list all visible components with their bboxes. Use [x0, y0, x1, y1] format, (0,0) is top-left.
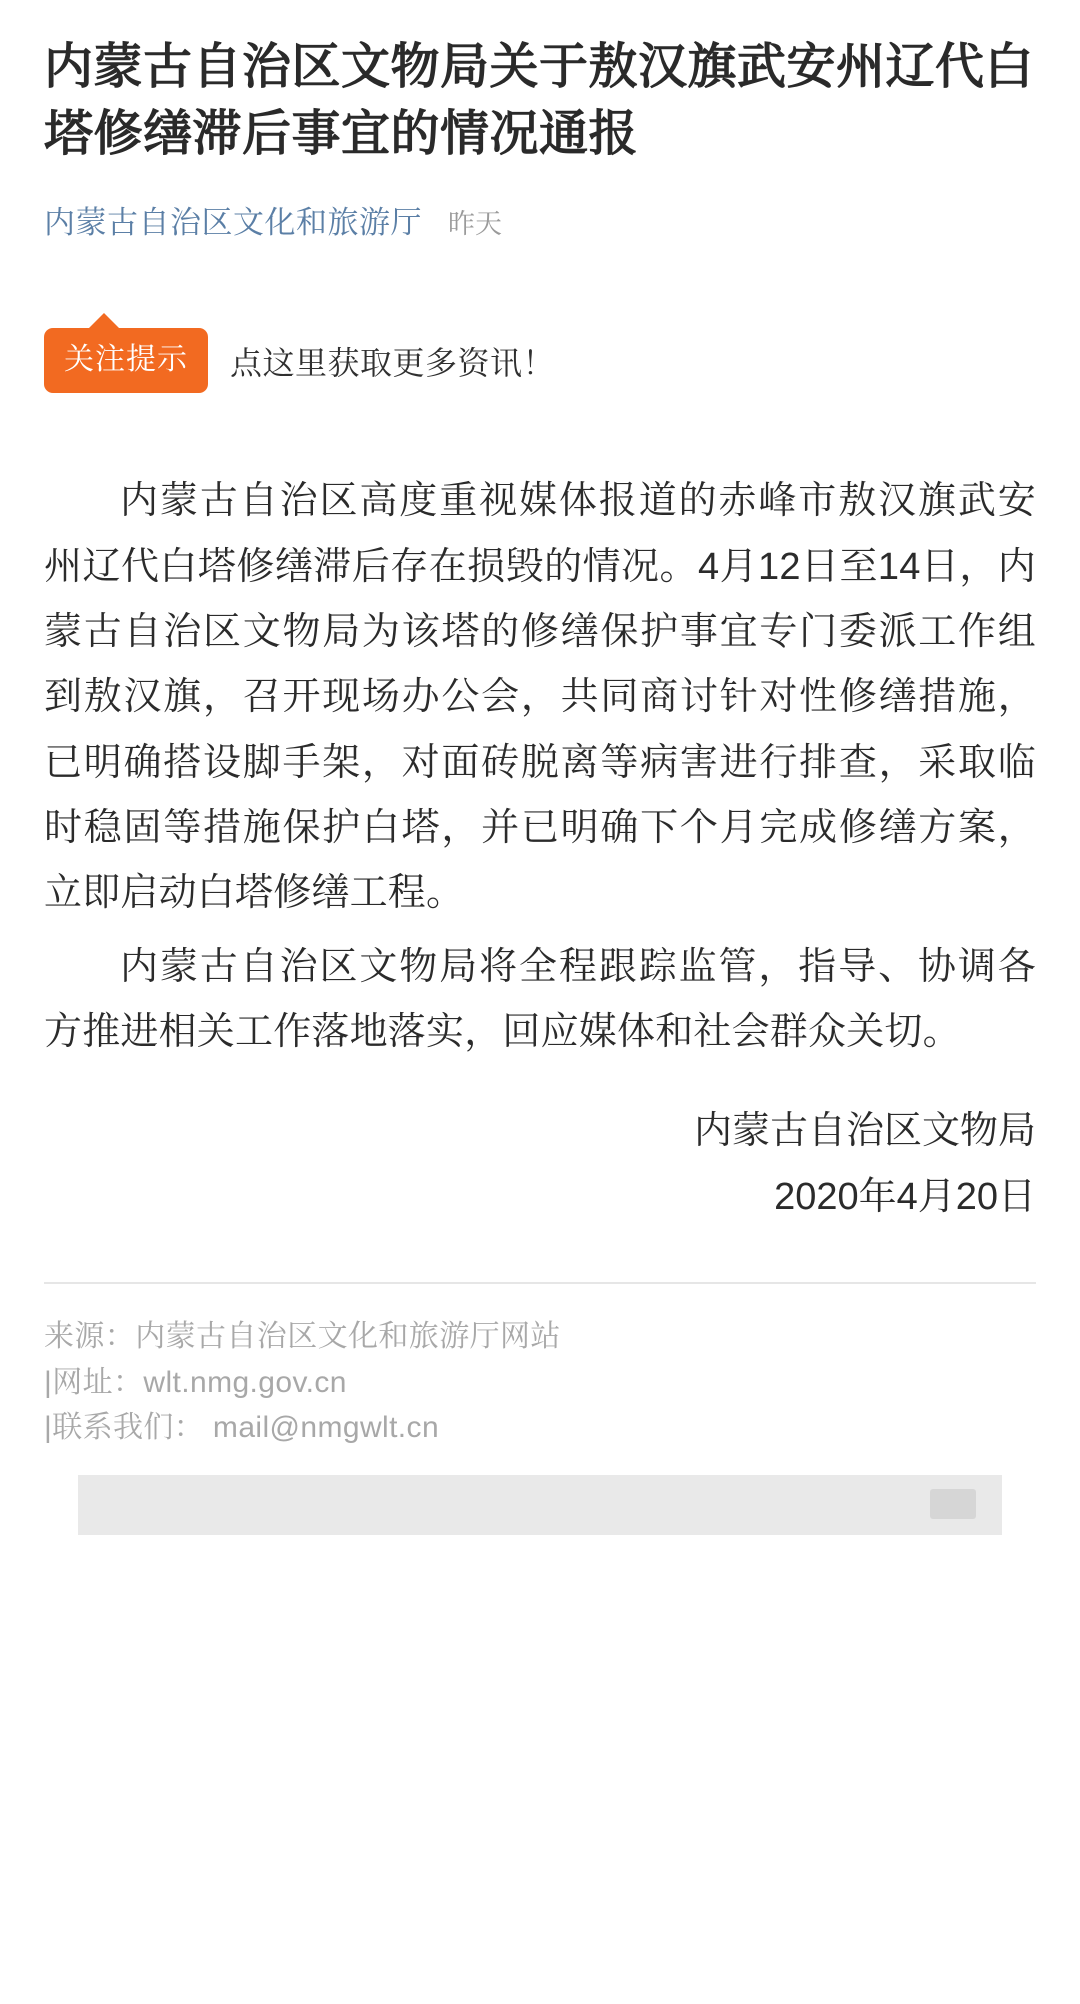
signature-block: [44, 1099, 1036, 1230]
article-body: [44, 469, 1036, 1230]
source-info: [44, 1284, 1036, 1451]
footer-card-left-strip: [44, 1475, 78, 1535]
footer-card-preview[interactable]: [44, 1475, 1036, 1535]
source-line-contact: |联系我们： mail@nmgwlt.cn: [44, 1411, 440, 1445]
follow-badge[interactable]: 关注提示: [44, 328, 208, 393]
account-name-link[interactable]: 内蒙古自治区文化和旅游厅: [44, 205, 422, 241]
body-paragraph: 内蒙古自治区高度重视媒体报道的赤峰市敖汉旗武安州辽代白塔修缮滞后存在损毁的情况。4月12日至14日，内蒙古自治区文物局为该塔的修缮保护事宜专门委派工作组到敖汉旗，召开现场办公会，共同商讨针对性修缮措施，已明确搭设脚手架，对面砖脱离等病害进行排查，采取临时稳固等措施保护白塔，并已明确下个月完成修缮方案，立即启动白塔修缮工程。: [44, 480, 1036, 915]
follow-prompt-text[interactable]: 点这里获取更多资讯！: [230, 344, 556, 381]
signature-date: 2020年4月20日: [774, 1175, 1036, 1218]
signature-organization: 内蒙古自治区文物局: [693, 1110, 1036, 1153]
footer-card-right-strip: [1002, 1475, 1036, 1535]
page-title: 内蒙古自治区文物局关于敖汉旗武安州辽代白塔修缮滞后事宜的情况通报: [44, 40, 1035, 161]
source-line-origin: 来源：内蒙古自治区文化和旅游厅网站: [44, 1320, 561, 1354]
footer-card-placeholder-icon: [930, 1489, 976, 1519]
left-edge-strip: [0, 0, 10, 2004]
follow-prompt[interactable]: [44, 328, 1036, 393]
body-paragraph: 内蒙古自治区文物局将全程跟踪监管，指导、协调各方推进相关工作落地落实，回应媒体和社会群众关切。: [44, 945, 1036, 1054]
source-line-website: |网址：wlt.nmg.gov.cn: [44, 1365, 347, 1399]
publish-time: 昨天: [448, 209, 502, 240]
byline: [44, 197, 1036, 242]
